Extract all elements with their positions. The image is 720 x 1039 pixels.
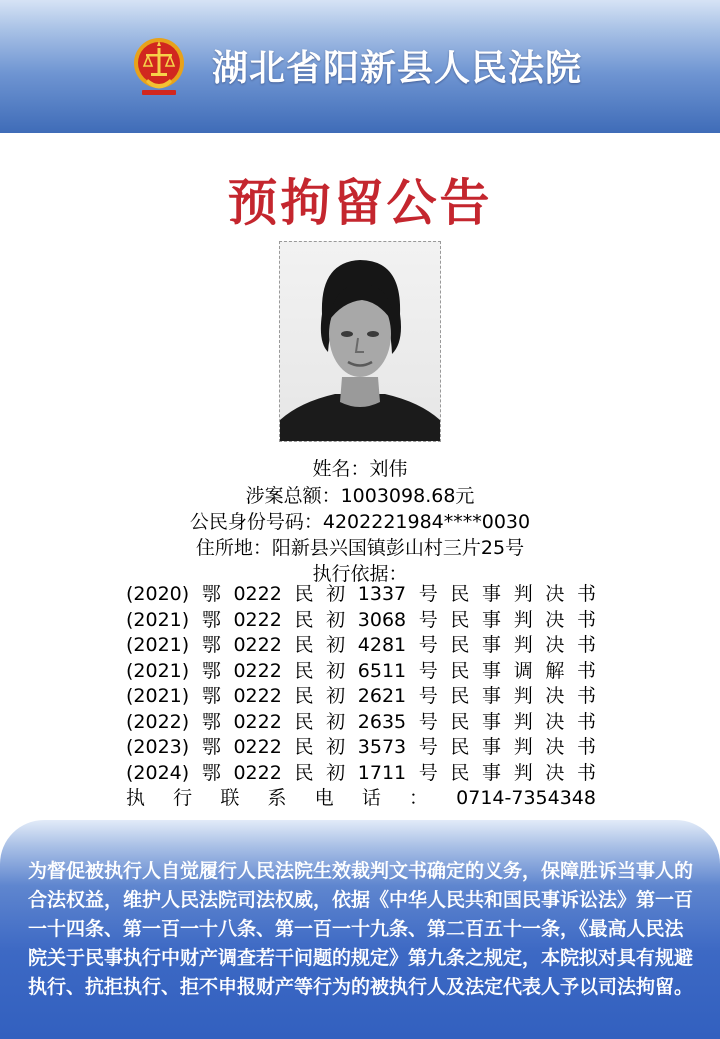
basis-item: (2021)鄂0222民初2621号民事判决书 [126,685,596,707]
basis-item: (2021)鄂0222民初3068号民事判决书 [126,609,596,631]
person-name: 姓名：刘伟 [312,458,408,480]
notice-title: 预拘留公告 [227,174,493,232]
basis-item: (2021)鄂0222民初6511号民事调解书 [126,660,596,682]
id-number: 公民身份号码：4202221984****0030 [189,511,531,533]
address: 住所地：阳新县兴国镇彭山村三片25号 [195,537,525,559]
court-name: 湖北省阳新县人民法院 [212,48,583,89]
basis-item: (2021)鄂0222民初4281号民事判决书 [126,634,596,656]
basis-item: (2023)鄂0222民初3573号民事判决书 [126,736,596,758]
basis-item: (2022)鄂0222民初2635号民事判决书 [126,711,596,733]
notice-body: 为督促被执行人自觉履行人民法院生效裁判文书确定的义务，保障胜诉当事人的合法权益，维护人民法院司法权威，依据《中华人民共和国民事诉讼法》第一百一十四条、第一百一十八条、第一百一十九条、第二百五十一条，《最高人民法院关于民事执行中财产调查若干问题的规定》第九条之规定，本院拟对具有规避执行、抗拒执行、拒不申报财产等行为的被执行人及法定代表人予以司法拘留。 [28,860,694,998]
basis-item: (2024)鄂0222民初1711号民事判决书 [126,762,596,784]
case-amount: 涉案总额：1003098.68元 [245,485,475,507]
court-emblem-icon [132,35,186,97]
basis-heading: 执行依据： [312,563,408,585]
basis-item: (2020)鄂0222民初1337号民事判决书 [126,583,596,605]
header-banner [0,0,720,133]
contact-phone: 执行联系电话：0714-7354348 [126,787,596,809]
person-photo [279,241,441,442]
